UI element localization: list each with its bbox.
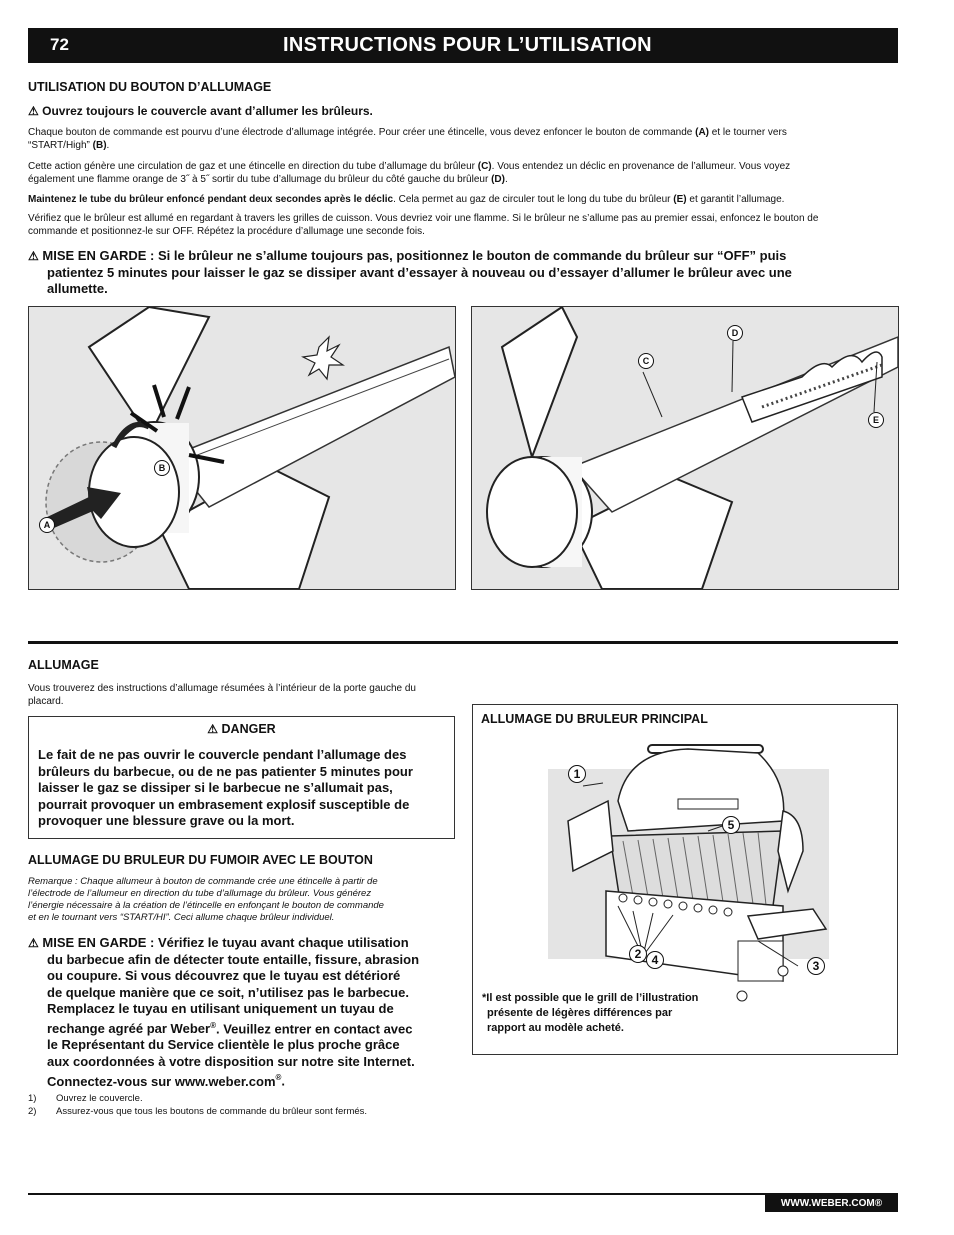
paragraph-4: Vérifiez que le brûleur est allumé en regardant à travers les grilles de cuisson. Vous devriez voir une flamme. Si le brûleur ne s’allume pas au premier essai, enfoncez le bouton de commande et positionnez-le sur OFF. Répétez la procédure d’allumage une seconde fois.: [28, 213, 819, 237]
warning-triangle-icon: ⚠: [28, 249, 39, 263]
section-divider: [28, 641, 898, 644]
danger-text: Le fait de ne pas ouvrir le couvercle pendant l’allumage des brûleurs du barbecue, ou de ne pas patienter 5 minutes pour laisser le gaz se dissiper si le barbecue ne s’allumait pas, pourrait provoquer un embrasement explosif susceptible de provoquer une blessure grave ou la mort.: [38, 747, 413, 828]
callout-a: A: [39, 517, 55, 533]
lighting-intro: Vous trouverez des instructions d’allumage résumées à l’intérieur de la porte gauche du placard.: [28, 683, 416, 707]
callout-3: 3: [807, 957, 825, 975]
callout-2: 2: [629, 945, 647, 963]
burner-illustration-left: [29, 307, 455, 589]
burner-illustration-right: [472, 307, 898, 589]
section-heading-ignition-button: UTILISATION DU BOUTON D’ALLUMAGE: [28, 80, 272, 94]
figure-ignition-button-press: [28, 306, 456, 590]
warning-triangle-icon: ⚠: [28, 936, 39, 950]
warning-triangle-icon: ⚠: [207, 722, 219, 736]
main-burner-heading: ALLUMAGE DU BRULEUR PRINCIPAL: [481, 712, 708, 726]
callout-d: D: [727, 325, 743, 341]
smoker-heading: ALLUMAGE DU BRULEUR DU FUMOIR AVEC LE BOUTON: [28, 853, 373, 867]
paragraph-1: Chaque bouton de commande est pourvu d’une électrode d’allumage intégrée. Pour créer une étincelle, vous devez enfoncer le bouton de commande (A) et le tourner vers “START/High” (B).: [28, 127, 787, 151]
grill-illustration: [558, 741, 838, 1011]
warning-burner-not-lit: ⚠ MISE EN GARDE : Si le brûleur ne s’allume toujours pas, positionnez le bouton de commande du brûleur sur “OFF” puis patientez 5 minutes pour laisser le gaz se dissiper avant d’essayer à nouveau ou d’essayer d’allumer le brûleur avec une allumette.: [28, 248, 792, 296]
list-item: 2) Assurez-vous que tous les boutons de commande du brûleur sont fermés.: [28, 1106, 368, 1117]
danger-title: ⚠ DANGER: [207, 722, 276, 736]
paragraph-2: Cette action génère une circulation de gaz et une étincelle en direction du tube d’allumage du brûleur (C). Vous entendez un déclic en provenance de l’allumeur. Vous voyez également une flamme orange de 3˝ à 5˝ sortir du tube d’allumage du brûleur du côté gauche du brûleur (D).: [28, 161, 791, 185]
figure-burner-flame: [471, 306, 899, 590]
paragraph-3: Maintenez le tube du brûleur enfoncé pendant deux secondes après le déclic. Cela permet au gaz de circuler tout le long du tube du brûleur (E) et garantit l’allumage.: [28, 194, 785, 205]
callout-b: B: [154, 460, 170, 476]
warning-open-lid: ⚠ Ouvrez toujours le couvercle avant d’allumer les brûleurs.: [28, 104, 373, 118]
smoker-remark: Remarque : Chaque allumeur à bouton de commande crée une étincelle à partir de l’électrode de l’allumeur en direction du tube d’allumage du brûleur. Vous générez l’énergie nécessaire à la création de l’étincelle en enfonçant le bouton de commande et en le tournant vers “START/HI”. Ceci allume chaque brûleur individuel.: [28, 876, 384, 923]
callout-e: E: [868, 412, 884, 428]
callout-c: C: [638, 353, 654, 369]
callout-5: 5: [722, 816, 740, 834]
page-number: 72: [50, 35, 69, 54]
main-burner-box: [472, 704, 898, 1055]
illustration-note: *Il est possible que le grill de l’illustration présente de légères différences par rapport au modèle acheté.: [482, 992, 699, 1034]
section-heading-lighting: ALLUMAGE: [28, 658, 99, 672]
warning-hose-check: ⚠ MISE EN GARDE : Vérifiez le tuyau avant chaque utilisation du barbecue afin de détecter toute entaille, fissure, abrasion ou coupure. Si vous découvrez que le tuyau est détérioré de quelque manière que ce soit, n’utilisez pas le barbecue. Remplacez le tuyau en utilisant uniquement un tuyau de rechange agréé par Weber®. Veuillez entrer en contact avec le Représentant du Service clientèle le plus proche grâce aux coordonnées à votre disposition sur notre site Internet. Connectez-vous sur www.weber.com®.: [28, 935, 420, 1089]
danger-box: [28, 716, 455, 839]
footer-url: WWW.WEBER.COM®: [765, 1195, 898, 1212]
callout-1: 1: [568, 765, 586, 783]
page-title: INSTRUCTIONS POUR L’UTILISATION: [283, 34, 652, 56]
page-header: [28, 28, 898, 63]
callout-4: 4: [646, 951, 664, 969]
list-item: 1) Ouvrez le couvercle.: [28, 1093, 143, 1104]
warning-triangle-icon: ⚠: [28, 104, 39, 118]
